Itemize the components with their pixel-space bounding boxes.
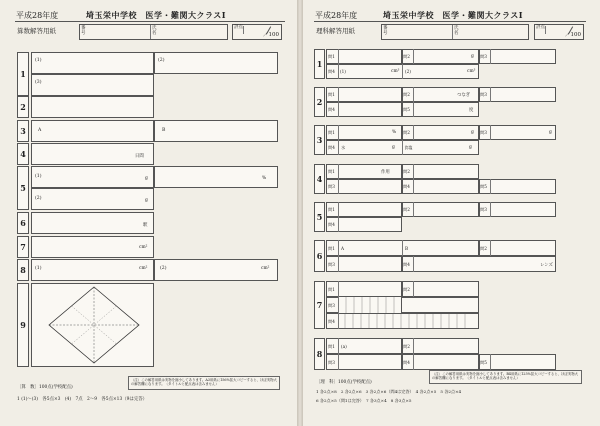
header-rule	[15, 21, 285, 22]
header-year: 平成28年度	[16, 11, 59, 20]
question-number: 7	[17, 236, 29, 258]
question-number: 6	[17, 212, 29, 234]
question-number: 3	[17, 120, 29, 142]
science-answer-page: 平成28年度 埼玉栄中学校 医学・難関大クラスⅠ 理科解答用紙 番号 氏名 評点 ／100 1 問1 問2 g 問3 問4 (1) cm³ (2) cm³ 2 問1 問2 つなぎ 問3 問4 問5 度 3 問1 % 問2 g 問3 g 問4 水 g 食塩 g 4 問1 作用 問2 問3 問4 問5 5 問1 問2 問3 問4 6 問1 A B 問2 問3 問4 レンズ 7 問1 問2 問3 問4 8 問1 (a) 問2 問3 問4 問5 （注）この解答用紙は実物を縮小してあります。B4用紙に125%拡大コピーすると、ほぼ実物大の解答欄になります。（タイトルと配点表は含みません） 〔理 科〕100点(学校配点) 1 各2点×8 2 各2点×6 3 各2点×6（問4は完答） 4 各2点×5 5 各2点×4 6 各2点×5（問1は完答） 7 各3点×4 8 各3点×5	[303, 0, 600, 426]
header-rule	[314, 21, 586, 22]
score-box: 評点 ／100	[232, 24, 282, 40]
copy-note: （注）この解答用紙は実物を縮小してあります。B4用紙に125%拡大コピーすると、ほぼ実物大の解答欄になります。（タイトルと配点表は含みません）	[429, 370, 582, 384]
answer-cell[interactable]	[31, 52, 154, 74]
question-number: 8	[17, 259, 29, 281]
scoring-details: 1 (1)～(3) 各5点×3 (4) 7点 2～9 各5点×13（9は完答）	[17, 397, 147, 402]
question-number: 2	[17, 96, 29, 118]
question-number: 3	[314, 125, 325, 155]
question-number: 7	[314, 281, 325, 329]
header-year: 平成28年度	[315, 11, 358, 20]
writing-grid	[338, 297, 401, 313]
scoring-details-1: 1 各2点×8 2 各2点×6 3 各2点×6（問4は完答） 4 各2点×5 5 各2点×4	[316, 389, 462, 394]
sheet-title: 算数解答用紙	[17, 27, 56, 35]
question-number: 5	[17, 166, 29, 210]
score-box: 評点 ／100	[534, 24, 584, 40]
answer-cell[interactable]	[31, 188, 154, 210]
scoring-details-2: 6 各2点×5（問1は完答） 7 各3点×4 8 各3点×5	[316, 398, 412, 403]
answer-cell[interactable]	[154, 166, 278, 188]
header-school: 埼玉栄中学校 医学・難関大クラスⅠ	[86, 10, 227, 20]
question-number: 1	[314, 49, 325, 79]
student-info-box: 番号 氏名	[79, 24, 228, 40]
scoring-title: 〔算 数〕100点(学校配点)	[17, 385, 73, 390]
scoring-title: 〔理 科〕100点(学校配点)	[316, 380, 372, 385]
answer-cell[interactable]	[31, 236, 154, 258]
drawing-answer-cell[interactable]	[31, 283, 154, 367]
answer-cell[interactable]	[31, 120, 154, 142]
question-number: 4	[314, 164, 325, 194]
answer-cell[interactable]	[31, 259, 154, 281]
question-number: 8	[314, 338, 325, 370]
answer-cell[interactable]	[31, 96, 154, 118]
writing-grid	[327, 314, 478, 328]
question-number: 1	[17, 52, 29, 96]
answer-cell[interactable]	[31, 212, 154, 234]
answer-cell[interactable]	[31, 74, 154, 96]
answer-cell[interactable]	[154, 52, 278, 74]
question-number: 5	[314, 202, 325, 232]
sheet-title: 理科解答用紙	[316, 27, 355, 35]
question-number: 9	[17, 283, 29, 367]
header-school: 埼玉栄中学校 医学・難関大クラスⅠ	[383, 10, 524, 20]
question-number: 2	[314, 87, 325, 117]
grid-area	[338, 297, 402, 313]
answer-cell[interactable]	[154, 259, 278, 281]
question-number: 6	[314, 240, 325, 272]
copy-note: （注）この解答用紙は実物を縮小してあります。A3用紙に156%拡大コピーすると、ほぼ実物大の解答欄になります。（タイトルと配点表は含みません）	[128, 376, 280, 390]
answer-cell[interactable]	[154, 120, 278, 142]
grid-answer-cell[interactable]	[326, 313, 479, 329]
answer-cell[interactable]	[402, 256, 556, 272]
square-diagram	[32, 284, 153, 366]
student-info-box: 番号 氏名	[381, 24, 529, 40]
question-number: 4	[17, 143, 29, 165]
answer-cell[interactable]	[31, 166, 154, 188]
math-answer-page: 平成28年度 埼玉栄中学校 医学・難関大クラスⅠ 算数解答用紙 番号 氏名 評点 ／100 1 (1) (2) (3) 2 3 A B 4 日間 5 (1) g % (2) g 駅 6 7 cm² 8 (1) cm² (2) cm² 9 （注）この解答用紙は実物を縮小してあります。A3用紙に156%拡大コピーすると、ほぼ実物大の解答欄になります。（タイトルと配点表は含みません） 〔算 数〕100点(学校配点) 1 (1)～(3) 各5点×3 (4) 7点 2～9 各5点×13（9は完答）	[0, 0, 297, 426]
